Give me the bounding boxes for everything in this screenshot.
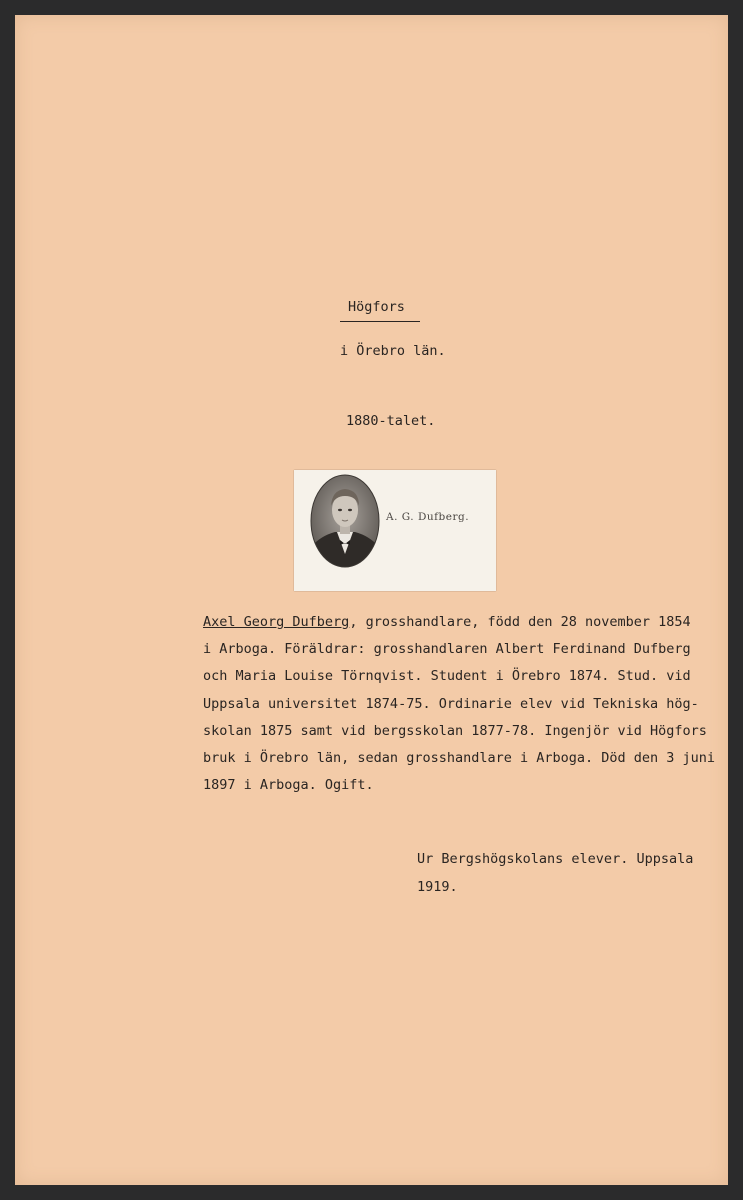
portrait-card [294,470,496,591]
biography-line: bruk i Örebro län, sedan grosshandlare i Arboga. Död den 3 juni [203,749,716,766]
source-line: Ur Bergshögskolans elever. Uppsala [417,851,694,867]
biography-line: 1897 i Arboga. Ogift. [203,777,374,794]
biography-line: Uppsala universitet 1874-75. Ordinarie elev vid Tekniska hög- [203,695,699,712]
source-line: 1919. [417,878,458,895]
page-subtitle: i Örebro län. [340,343,446,359]
person-name: Axel Georg Dufberg [203,614,350,630]
title-underline [340,321,420,322]
document-page [15,15,728,1185]
era-label: 1880-talet. [346,413,436,429]
biography-line: och Maria Louise Törnqvist. Student i Örebro 1874. Stud. vid [203,668,691,685]
source-citation [417,851,693,906]
biography-line-rest: , grosshandlare, född den 28 november 1854 [349,614,691,630]
page-title: Högfors [348,299,405,315]
biography-text [203,614,733,804]
biography-line: i Arboga. Föräldrar: grosshandlaren Albert Ferdinand Dufberg [203,641,691,658]
portrait-caption: A. G. Dufberg. [386,511,470,523]
biography-line [203,614,733,641]
biography-line: skolan 1875 samt vid bergsskolan 1877-78. Ingenjör vid Högfors [203,722,707,739]
portrait-photo [310,474,380,568]
